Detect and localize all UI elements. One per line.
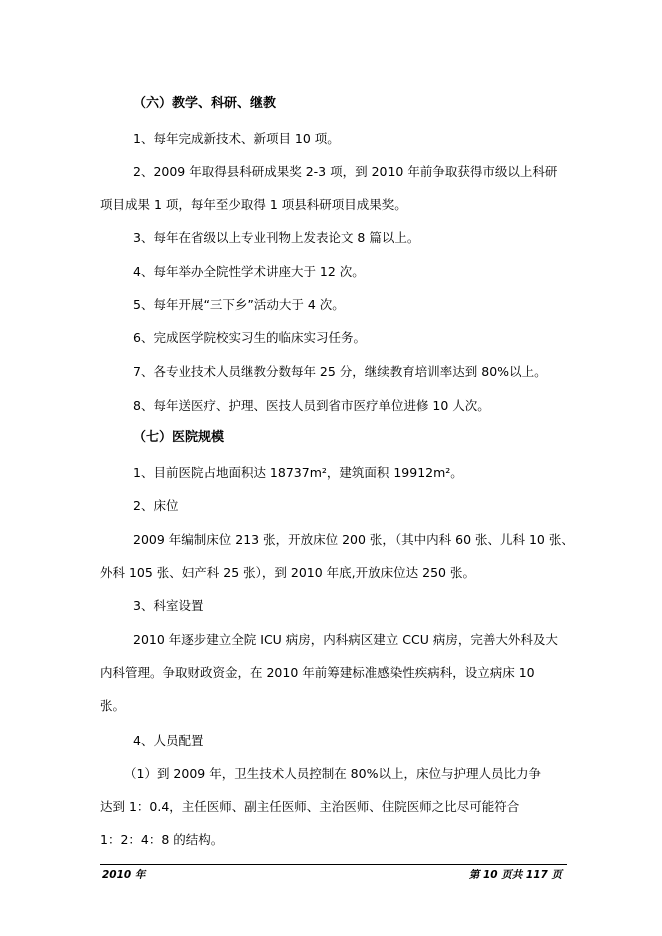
section-heading-teaching-research: （六）教学、科研、继教 bbox=[133, 96, 277, 111]
body-line: 1、目前医院占地面积达 18737m²，建筑面积 19912m²。 bbox=[133, 465, 463, 480]
footer-page-number: 第 10 页共 117 页 bbox=[468, 869, 562, 881]
body-line: 2009 年编制床位 213 张，开放床位 200 张，（其中内科 60 张、儿科 10 张、 bbox=[133, 532, 574, 547]
body-line: 7、各专业技术人员继教分数每年 25 分，继续教育培训率达到 80%以上。 bbox=[133, 364, 547, 379]
body-line: 达到 1：0.4，主任医师、副主任医师、主治医师、住院医师之比尽可能符合 bbox=[100, 799, 520, 814]
body-line: 6、完成医学院校实习生的临床实习任务。 bbox=[133, 330, 366, 345]
body-line: 8、每年送医疗、护理、医技人员到省市医疗单位进修 10 人次。 bbox=[133, 398, 490, 413]
body-line: 4、人员配置 bbox=[133, 733, 204, 748]
body-line: 3、每年在省级以上专业刊物上发表论文 8 篇以上。 bbox=[133, 230, 420, 245]
body-line: 内科管理。争取财政资金，在 2010 年前筹建标准感染性疾病科，设立病床 10 bbox=[100, 665, 535, 680]
body-line: 项目成果 1 项，每年至少取得 1 项县科研项目成果奖。 bbox=[100, 197, 407, 212]
footer-divider bbox=[100, 864, 567, 865]
footer-year: 2010 年 bbox=[102, 869, 146, 881]
body-line: 张。 bbox=[100, 698, 126, 713]
body-line: 1、每年完成新技术、新项目 10 项。 bbox=[133, 131, 340, 146]
body-line: 1：2：4：8 的结构。 bbox=[100, 832, 224, 847]
body-line: 5、每年开展“三下乡”活动大于 4 次。 bbox=[133, 297, 345, 312]
body-line: 2、2009 年取得县科研成果奖 2-3 项，到 2010 年前争取获得市级以上科研 bbox=[133, 164, 558, 179]
body-line: 2、床位 bbox=[133, 498, 179, 513]
section-heading-hospital-scale: （七）医院规模 bbox=[133, 430, 225, 445]
body-line: （1）到 2009 年，卫生技术人员控制在 80%以上，床位与护理人员比力争 bbox=[124, 766, 541, 781]
body-line: 4、每年举办全院性学术讲座大于 12 次。 bbox=[133, 264, 365, 279]
body-line: 2010 年逐步建立全院 ICU 病房，内科病区建立 CCU 病房，完善大外科及大 bbox=[133, 632, 558, 647]
body-line: 外科 105 张、妇产科 25 张），到 2010 年底,开放床位达 250 张。 bbox=[100, 565, 475, 580]
body-line: 3、科室设置 bbox=[133, 598, 204, 613]
